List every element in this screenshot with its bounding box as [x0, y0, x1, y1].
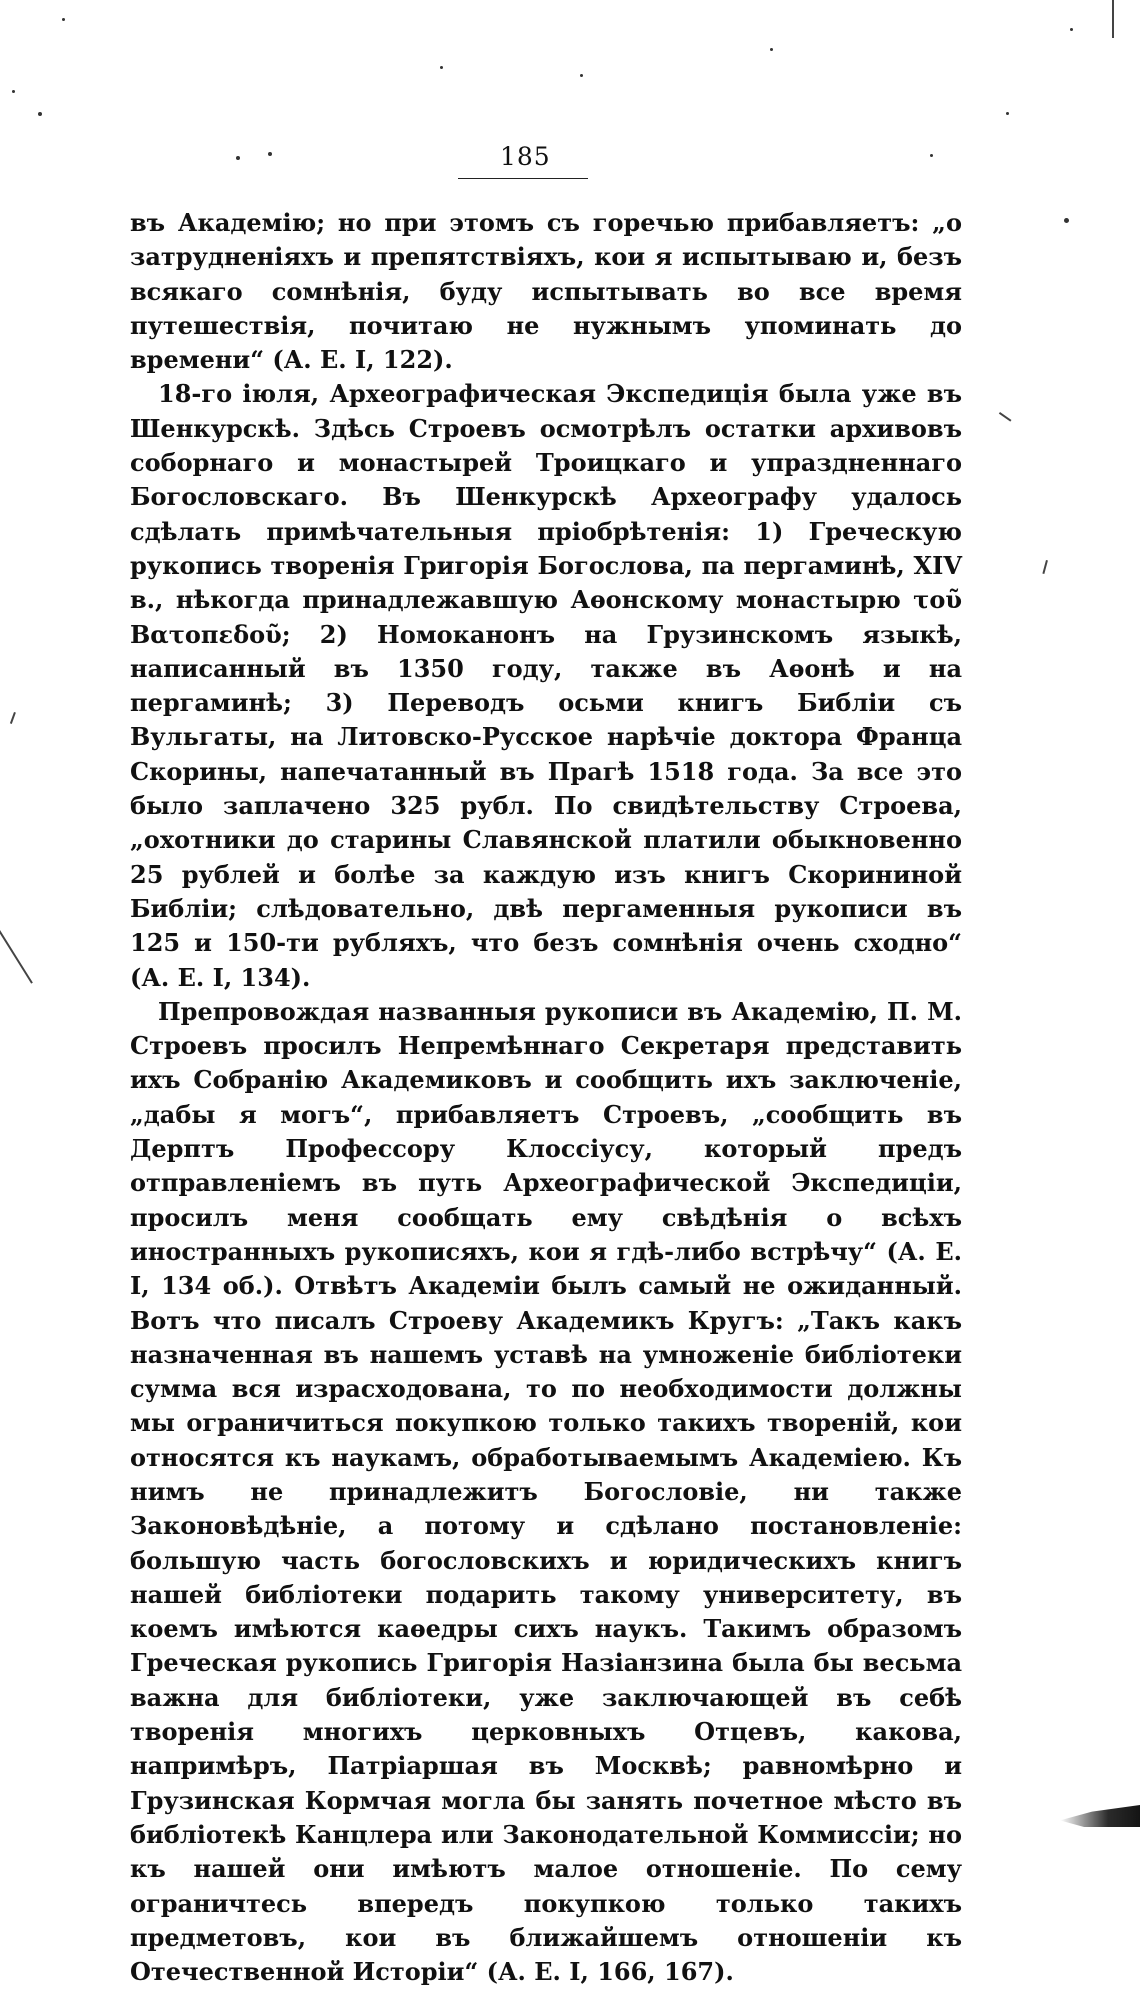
scan-mark — [999, 412, 1012, 422]
scan-speck — [930, 154, 933, 157]
scan-mark — [0, 930, 33, 983]
scan-speck — [62, 18, 65, 21]
scan-mark — [1112, 0, 1114, 38]
scan-speck — [268, 152, 272, 156]
scan-speck — [38, 112, 42, 116]
page-number: 185 — [500, 142, 551, 171]
paragraph-1: въ Академію; но при этомъ съ горечью прибавляетъ: „о затрудненіяхъ и препятствіяхъ, кои я испытываю и, безъ всякаго сомнѣнія, буду испытывать во все время путешествія, почитаю не нужнымъ упоминать до времени“ (А. Е. I, 122). — [130, 208, 962, 375]
scan-corner-blot — [1060, 1805, 1140, 1827]
paragraph-3: Препровождая названныя рукописи въ Академію, П. М. Строевъ просилъ Непремѣннаго Секретаря представить ихъ Собранію Академиковъ и сообщить ихъ заключеніе, „дабы я могъ“, прибавляетъ Строевъ, „сообщить въ Дерптъ Профессору Клоссіусу, который предъ отправленіемъ въ путь Археографической Экспедиціи, просилъ меня сообщать ему свѣдѣнія о всѣхъ иностранныхъ рукописяхъ, кои я гдѣ-либо встрѣчу“ (А. Е. I, 134 об.). Отвѣтъ Академіи былъ самый не ожиданный. Вотъ что писалъ Строеву Академикъ Кругъ: „Такъ какъ назначенная въ нашемъ уставѣ на умноженіе библіотеки сумма вся израсходована, то по необходимости должны мы ограничиться покупкою только такихъ твореній, кои относятся къ наукамъ, обработываемымъ Академіею. Къ нимъ не принадлежитъ Богословіе, ни также Законовѣдѣніе, а потому и сдѣлано постановленіе: большую часть богословскихъ и юридическихъ книгъ нашей библіотеки подарить такому университету, въ коемъ имѣются каѳедры сихъ наукъ. Такимъ образомъ Греческая рукопись Григорія Назіанзина была бы весьма важна для библіотеки, уже заключающей въ себѣ творенія многихъ церковныхъ Отцевъ, какова, напримѣръ, Патріаршая въ Москвѣ; равномѣрно и Грузинская Кормчая могла бы занять почетное мѣсто въ библіотекѣ Канцлера или Законодательной Коммиссіи; но къ нашей они имѣютъ малое отношеніе. По сему ограничтесь впередъ покупкою только такихъ предметовъ, кои въ ближайшемъ отношеніи къ Отечественной Исторіи“ (А. Е. I, 166, 167). — [130, 996, 962, 1987]
scan-mark — [1042, 560, 1048, 574]
header-rule — [458, 178, 588, 179]
scan-speck — [12, 90, 15, 93]
scan-speck — [1064, 218, 1069, 223]
scan-speck — [580, 74, 583, 77]
scan-speck — [236, 156, 240, 160]
scan-mark — [10, 712, 16, 724]
scan-speck — [440, 66, 443, 69]
body-text — [130, 206, 962, 1989]
scan-speck — [1070, 28, 1073, 31]
paragraph-2: 18-го іюля, Археографическая Экспедиція была уже въ Шенкурскѣ. Здѣсь Строевъ осмотрѣлъ остатки архивовъ соборнаго и монастырей Троицкаго и упраздненнаго Богословскаго. Въ Шенкурскѣ Археографу удалось сдѣлать примѣчательныя пріобрѣтенія: 1) Греческую рукопись творенія Григорія Богослова, па пергаминѣ, XIV в., нѣкогда принадлежавшую Аѳонскому монастырю τοῦ Βατοπεδοῦ; 2) Номоканонъ на Грузинскомъ языкѣ, написанный въ 1350 году, также въ Аѳонѣ и на пергаминѣ; 3) Переводъ осьми книгъ Библіи съ Вульгаты, на Литовско-Русское нарѣчіе доктора Франца Скорины, напечатанный въ Прагѣ 1518 года. За все это было заплачено 325 рубл. По свидѣтельству Строева, „охотники до старины Славянской платили обыкновенно 25 рублей и болѣе за каждую изъ книгъ Скорининой Библіи; слѣдовательно, двѣ пергаменныя рукописи въ 125 и 150-ти рубляхъ, что безъ сомнѣнія очень сходно“ (А. Е. I, 134). — [130, 379, 962, 992]
scan-speck — [1006, 112, 1009, 115]
scan-speck — [770, 48, 773, 51]
